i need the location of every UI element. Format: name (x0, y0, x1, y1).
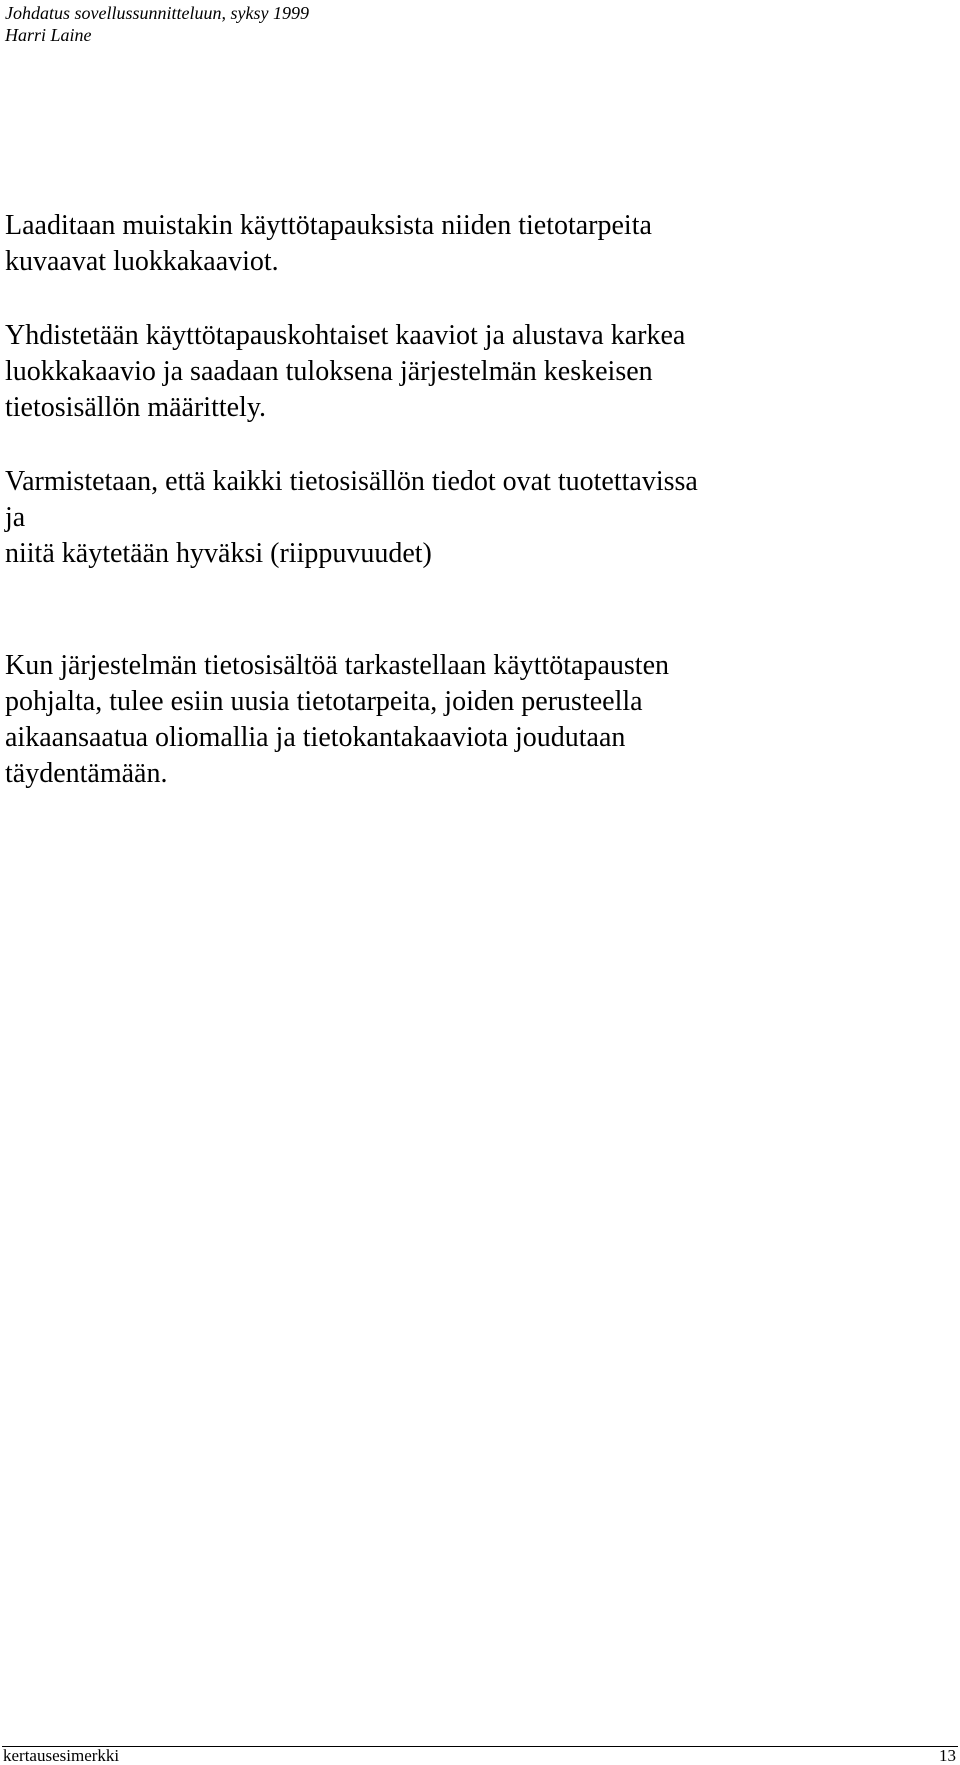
paragraph-line: Kun järjestelmän tietosisältöä tarkastellaan käyttötapausten (5, 650, 670, 681)
paragraph-line: aikaansaatua oliomallia ja tietokantakaaviota joudutaan (5, 722, 626, 753)
page-number: 13 (939, 1746, 956, 1765)
paragraph-3 (5, 464, 945, 572)
paragraph-gap (5, 426, 945, 464)
paragraph-1 (5, 208, 945, 280)
paragraph-4 (5, 648, 945, 792)
footer-label: kertausesimerkki (3, 1746, 120, 1765)
paragraph-line: Yhdistetään käyttötapauskohtaiset kaaviot ja alustava karkea (5, 320, 686, 351)
paragraph-line: ja (5, 502, 26, 533)
paragraph-gap (5, 572, 945, 648)
paragraph-2 (5, 318, 945, 426)
page-header (5, 2, 309, 46)
paragraph-line: täydentämään. (5, 758, 168, 789)
paragraph-line: tietosisällön määrittely. (5, 392, 267, 423)
paragraph-line: kuvaavat luokkakaaviot. (5, 246, 279, 277)
paragraph-line: Laaditaan muistakin käyttötapauksista niiden tietotarpeita (5, 210, 652, 241)
page-footer (0, 1746, 960, 1765)
paragraph-line: niitä käytetään hyväksi (riippuvuudet) (5, 538, 432, 569)
course-title: Johdatus sovellussunnitteluun, syksy 1999 (5, 3, 309, 23)
paragraph-gap (5, 280, 945, 318)
paragraph-line: luokkakaavio ja saadaan tuloksena järjestelmän keskeisen (5, 356, 653, 387)
footer-divider (2, 1746, 958, 1747)
body-text (5, 208, 945, 792)
paragraph-line: pohjalta, tulee esiin uusia tietotarpeita, joiden perusteella (5, 686, 643, 717)
author-name: Harri Laine (5, 25, 92, 45)
paragraph-line: Varmistetaan, että kaikki tietosisällön tiedot ovat tuotettavissa (5, 466, 698, 497)
